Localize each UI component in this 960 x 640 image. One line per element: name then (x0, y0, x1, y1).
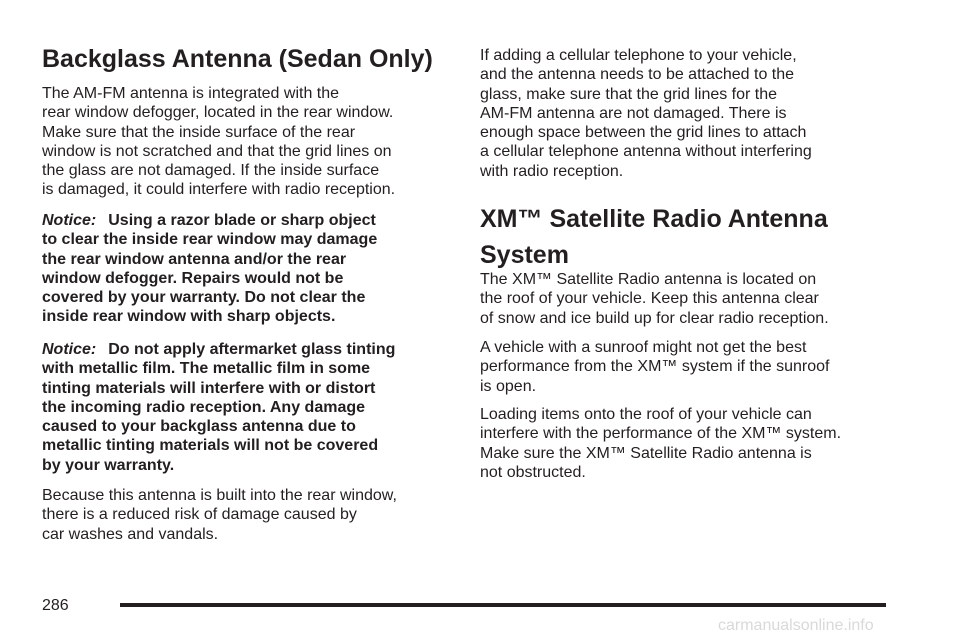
text-line: interfere with the performance of the XM™ system. (480, 425, 842, 443)
text-line: by your warranty. (42, 456, 175, 474)
text-line: the glass are not damaged. If the inside surface (42, 162, 380, 180)
text-line: is damaged, it could interfere with radio reception. (42, 181, 396, 199)
page-number: 286 (42, 597, 69, 614)
text-line: there is a reduced risk of damage caused by (42, 506, 357, 524)
text-line (42, 211, 377, 230)
notice-razor-blade (42, 211, 377, 327)
text-line: car washes and vandals. (42, 525, 219, 543)
text-line: Loading items onto the roof of your vehicle can (480, 406, 812, 423)
roof-loading-paragraph (480, 405, 841, 482)
text-line: glass, make sure that the grid lines for the (480, 85, 778, 103)
notice-glass-tinting (42, 340, 395, 475)
text-line: a cellular telephone antenna without interfering (480, 143, 812, 161)
text-line (42, 340, 395, 359)
text-line: rear window defogger, located in the rear window. (42, 104, 394, 122)
backglass-intro-paragraph (42, 84, 395, 200)
text-line: covered by your warranty. Do not clear the (42, 289, 366, 307)
text-line: caused to your backglass antenna due to (42, 418, 356, 436)
text-line: of snow and ice build up for clear radio reception. (480, 309, 829, 327)
text-line: and the antenna needs to be attached to the (480, 66, 795, 84)
text-line: enough space between the grid lines to attach (480, 124, 807, 142)
text-line: inside rear window with sharp objects. (42, 308, 336, 326)
text-line: the roof of your vehicle. Keep this antenna clear (480, 290, 819, 308)
notice-label: Notice: (42, 212, 97, 229)
xm-location-paragraph (480, 270, 829, 328)
cellular-phone-paragraph (480, 46, 812, 181)
notice-label: Notice: (42, 341, 97, 358)
text-line: A vehicle with a sunroof might not get the best (480, 339, 807, 356)
text-line: not obstructed. (480, 463, 586, 481)
text-line: Make sure that the inside surface of the rear (42, 123, 356, 141)
text-line: Because this antenna is built into the rear window, (42, 487, 397, 504)
section-heading-backglass-antenna: Backglass Antenna (Sedan Only) (42, 45, 433, 73)
text-line: If adding a cellular telephone to your vehicle, (480, 47, 797, 64)
footer-rule (120, 603, 886, 607)
text-line: tinting materials will interfere with or distort (42, 379, 376, 397)
text-line: Make sure the XM™ Satellite Radio antenna is (480, 444, 812, 462)
text-line: the incoming radio reception. Any damage (42, 398, 366, 416)
text-line: metallic tinting materials will not be covered (42, 437, 379, 455)
text-line: the rear window antenna and/or the rear (42, 250, 347, 268)
heading-line: System (480, 241, 569, 269)
text-line: with metallic film. The metallic film in some (42, 360, 371, 378)
text-line: window is not scratched and that the grid lines on (42, 142, 392, 160)
reduced-risk-paragraph (42, 486, 397, 544)
notice-text: Using a razor blade or sharp object (108, 212, 376, 229)
text-line: with radio reception. (480, 162, 624, 180)
notice-text: Do not apply aftermarket glass tinting (108, 341, 396, 358)
text-line: window defogger. Repairs would not be (42, 269, 344, 287)
watermark: carmanualsonline.info (718, 617, 874, 634)
section-heading-xm-antenna (480, 201, 828, 273)
sunroof-paragraph (480, 338, 829, 396)
text-line: performance from the XM™ system if the sunroof (480, 358, 830, 376)
text-line: to clear the inside rear window may damage (42, 231, 378, 249)
text-line: AM-FM antenna are not damaged. There is (480, 104, 787, 122)
text-line: is open. (480, 377, 537, 395)
heading-line: XM™ Satellite Radio Antenna (480, 205, 828, 233)
text-line: The AM-FM antenna is integrated with the (42, 85, 340, 102)
text-line: The XM™ Satellite Radio antenna is located on (480, 271, 817, 288)
